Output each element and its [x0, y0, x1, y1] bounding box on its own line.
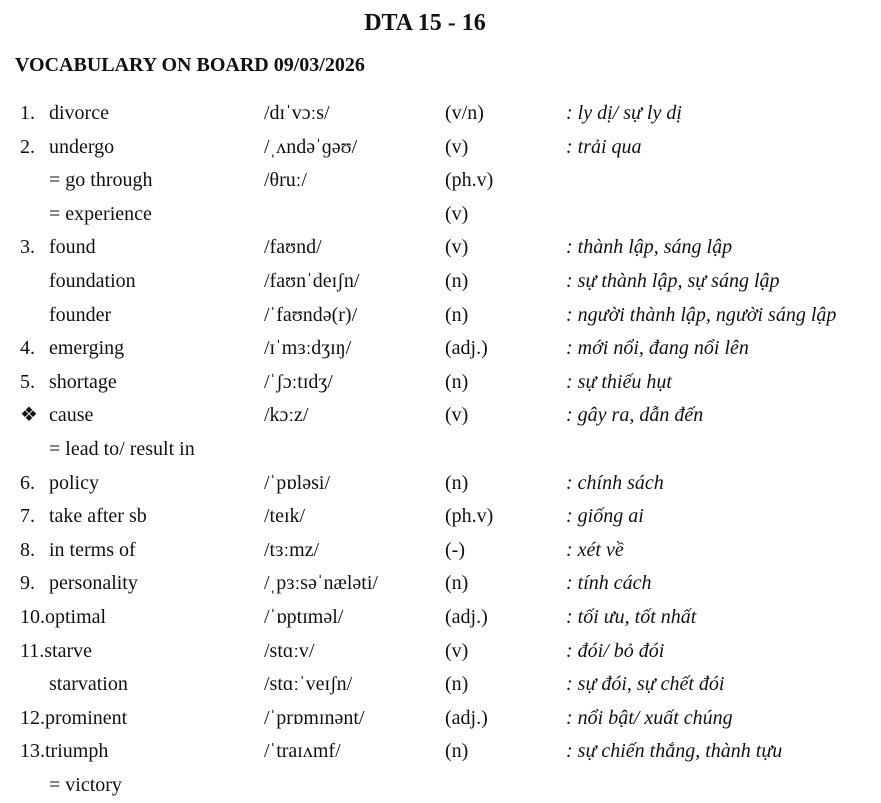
vocab-word: = experience	[49, 202, 152, 225]
vocab-pos: (n)	[445, 370, 469, 393]
vocab-ipa: /kɔːz/	[264, 404, 309, 427]
vocab-number: 8.	[20, 538, 35, 561]
vocab-pos: (adj.)	[445, 605, 488, 628]
vocab-ipa: /ˈɒptɪməl/	[264, 605, 344, 628]
vocab-meaning: : gây ra, dẫn đến	[566, 404, 704, 427]
vocab-word: starvation	[49, 673, 128, 696]
vocab-row	[0, 769, 881, 803]
vocab-meaning: : ly dị/ sự ly dị	[566, 102, 682, 124]
vocab-row	[0, 131, 881, 165]
vocab-meaning: : mới nổi, đang nổi lên	[566, 337, 749, 360]
vocab-row	[0, 467, 881, 501]
vocab-row	[0, 198, 881, 232]
vocab-pos: (n)	[445, 673, 469, 696]
vocab-word: found	[49, 236, 96, 259]
vocab-number: 9.	[20, 572, 35, 595]
vocab-word: founder	[49, 303, 112, 326]
vocab-word: cause	[49, 404, 94, 427]
vocab-meaning: : thành lập, sáng lập	[566, 236, 733, 259]
vocab-ipa: /dɪˈvɔːs/	[264, 102, 330, 124]
vocab-pos: (adj.)	[445, 706, 488, 729]
vocab-pos: (n)	[445, 740, 469, 763]
vocab-ipa: /tɜːmz/	[264, 538, 320, 561]
vocab-word: emerging	[49, 337, 125, 360]
vocab-meaning: : sự thành lập, sự sáng lập	[566, 269, 780, 292]
vocab-row	[0, 500, 881, 534]
vocab-number: 4.	[20, 337, 35, 360]
vocab-word: divorce	[49, 102, 109, 124]
vocab-row	[0, 231, 881, 265]
vocab-row	[0, 433, 881, 467]
vocab-meaning: : chính sách	[566, 471, 664, 494]
vocab-meaning: : tối ưu, tốt nhất	[566, 605, 697, 628]
vocab-meaning: : nổi bật/ xuất chúng	[566, 706, 733, 729]
vocab-word: foundation	[49, 269, 136, 292]
vocab-ipa: /ɪˈmɜːdʒɪŋ/	[264, 337, 352, 360]
vocab-meaning: : xét về	[566, 538, 624, 561]
vocab-pos: (v/n)	[445, 102, 484, 124]
vocab-ipa: /ˌʌndəˈɡəʊ/	[264, 135, 358, 158]
vocab-ipa: /faʊnˈdeɪʃn/	[264, 269, 360, 292]
vocab-word: personality	[49, 572, 138, 595]
vocab-meaning: : giống ai	[566, 505, 644, 528]
vocab-row	[0, 97, 881, 131]
vocab-number: 6.	[20, 471, 35, 494]
vocab-number: 5.	[20, 370, 35, 393]
vocab-word: 11.starve	[20, 639, 93, 662]
vocab-word: = victory	[49, 773, 122, 796]
vocab-row	[0, 399, 881, 433]
vocab-ipa: /faʊnd/	[264, 236, 322, 259]
vocab-row	[0, 635, 881, 669]
vocab-row	[0, 601, 881, 635]
diamond-bullet-icon: ❖	[20, 404, 38, 427]
vocab-pos: (-)	[445, 538, 465, 561]
vocab-pos: (v)	[445, 404, 469, 427]
vocab-pos: (ph.v)	[445, 505, 494, 528]
vocab-pos: (adj.)	[445, 337, 488, 360]
vocab-word: take after sb	[49, 505, 147, 528]
vocab-ipa: /ˈtraɪʌmf/	[264, 740, 341, 763]
vocab-row	[0, 567, 881, 601]
vocab-word: shortage	[49, 370, 117, 393]
vocab-word: = go through	[49, 169, 153, 192]
vocab-meaning: : sự thiếu hụt	[566, 370, 672, 393]
vocab-meaning: : tính cách	[566, 572, 652, 595]
vocab-ipa: /stɑːˈveɪʃn/	[264, 673, 353, 696]
vocab-pos: (n)	[445, 303, 469, 326]
page-subtitle: VOCABULARY ON BOARD 09/03/2026	[15, 54, 365, 76]
vocab-pos: (n)	[445, 572, 469, 595]
vocab-word: undergo	[49, 135, 115, 158]
vocab-number: 2.	[20, 135, 35, 158]
vocab-row	[0, 366, 881, 400]
vocab-pos: (ph.v)	[445, 169, 494, 192]
vocab-ipa: /teɪk/	[264, 505, 306, 528]
vocab-word: 12.prominent	[20, 706, 128, 729]
vocab-meaning: : đói/ bỏ đói	[566, 639, 665, 662]
vocab-number: 3.	[20, 236, 35, 259]
vocab-word: = lead to/ result in	[49, 437, 195, 460]
vocab-row	[0, 668, 881, 702]
vocab-ipa: /ˌpɜːsəˈnæləti/	[264, 572, 378, 595]
vocab-ipa: /stɑːv/	[264, 639, 315, 662]
vocab-pos: (n)	[445, 471, 469, 494]
vocab-pos: (n)	[445, 269, 469, 292]
vocab-row	[0, 332, 881, 366]
vocab-ipa: /ˈfaʊndə(r)/	[264, 303, 358, 326]
vocab-word: policy	[49, 471, 99, 494]
vocab-number: 1.	[20, 102, 35, 124]
vocab-ipa: /ˈpɒləsi/	[264, 471, 331, 494]
vocab-pos: (v)	[445, 639, 469, 662]
vocab-word: in terms of	[49, 538, 136, 561]
vocabulary-list	[0, 97, 881, 802]
vocab-word: 10.optimal	[20, 605, 107, 628]
vocab-meaning: : sự chiến thắng, thành tựu	[566, 740, 783, 763]
vocab-meaning: : sự đói, sự chết đói	[566, 673, 725, 696]
vocab-pos: (v)	[445, 135, 469, 158]
vocab-meaning: : trải qua	[566, 135, 642, 158]
vocab-row	[0, 164, 881, 198]
vocab-row	[0, 534, 881, 568]
vocab-ipa: /ˈʃɔːtɪdʒ/	[264, 370, 333, 393]
vocab-row	[0, 265, 881, 299]
vocab-row	[0, 735, 881, 769]
vocab-word: 13.triumph	[20, 740, 109, 763]
vocab-meaning: : người thành lập, người sáng lập	[566, 303, 837, 326]
vocab-ipa: /ˈprɒmɪnənt/	[264, 706, 365, 729]
vocab-row	[0, 702, 881, 736]
page-title: DTA 15 - 16	[364, 10, 486, 36]
vocab-row	[0, 299, 881, 333]
vocab-ipa: /θruː/	[264, 169, 307, 192]
vocab-number: 7.	[20, 505, 35, 528]
vocab-pos: (v)	[445, 202, 469, 225]
vocab-pos: (v)	[445, 236, 469, 259]
